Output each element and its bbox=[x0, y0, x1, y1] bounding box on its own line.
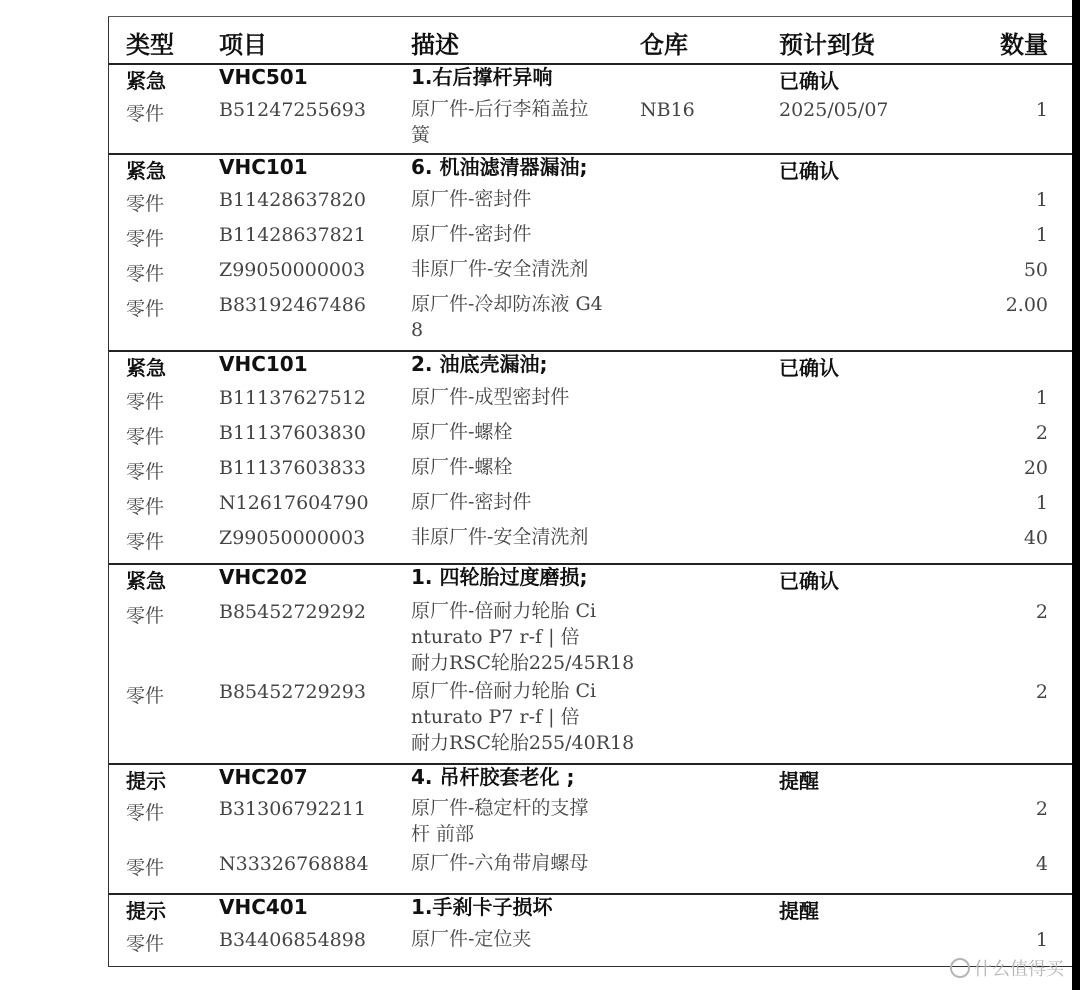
header-qty: 数量 bbox=[1000, 31, 1048, 59]
part-desc: 原厂件-螺栓 bbox=[411, 456, 513, 478]
part-desc: 原厂件-冷却防冻液 G4 8 bbox=[411, 293, 603, 341]
part-qty: 2 bbox=[1035, 422, 1048, 444]
group-type: 紧急 bbox=[126, 69, 166, 93]
group-row bbox=[109, 763, 1072, 798]
part-type: 零件 bbox=[126, 857, 165, 879]
part-number: B85452729293 bbox=[219, 681, 366, 703]
part-type: 零件 bbox=[126, 298, 165, 320]
part-row bbox=[109, 681, 1072, 763]
part-number: B11137603830 bbox=[219, 422, 366, 444]
group-row bbox=[109, 893, 1072, 929]
group-code: VHC207 bbox=[219, 765, 308, 789]
part-qty: 1 bbox=[1035, 929, 1048, 951]
part-type: 零件 bbox=[126, 193, 165, 215]
part-desc: 原厂件-后行李箱盖拉 簧 bbox=[411, 98, 589, 146]
group-row bbox=[109, 350, 1072, 387]
group-code: VHC101 bbox=[219, 155, 308, 179]
part-type: 零件 bbox=[126, 933, 165, 955]
part-desc: 非原厂件-安全清洗剂 bbox=[411, 258, 589, 280]
part-eta: 2025/05/07 bbox=[779, 99, 889, 121]
part-row bbox=[109, 929, 1072, 966]
part-type: 零件 bbox=[126, 685, 165, 707]
part-desc: 原厂件-密封件 bbox=[411, 491, 532, 513]
part-qty: 2 bbox=[1035, 798, 1048, 820]
group-type: 紧急 bbox=[126, 356, 166, 380]
group-status: 已确认 bbox=[779, 159, 839, 183]
group-row bbox=[109, 65, 1072, 99]
part-type: 零件 bbox=[126, 391, 165, 413]
part-qty: 1 bbox=[1035, 189, 1048, 211]
part-row bbox=[109, 527, 1072, 563]
part-warehouse: NB16 bbox=[640, 99, 695, 121]
part-qty: 2 bbox=[1035, 601, 1048, 623]
group-status: 提醒 bbox=[779, 899, 819, 923]
part-number: B83192467486 bbox=[219, 294, 366, 316]
part-row bbox=[109, 457, 1072, 492]
part-desc: 原厂件-密封件 bbox=[411, 188, 532, 210]
part-row bbox=[109, 189, 1072, 224]
part-qty: 1 bbox=[1035, 224, 1048, 246]
part-type: 零件 bbox=[126, 228, 165, 250]
header-item: 项目 bbox=[219, 31, 267, 59]
part-number: Z99050000003 bbox=[219, 259, 366, 281]
part-number: B11428637820 bbox=[219, 189, 366, 211]
part-qty: 40 bbox=[1023, 527, 1048, 549]
part-number: Z99050000003 bbox=[219, 527, 366, 549]
header-desc: 描述 bbox=[411, 31, 459, 59]
part-number: B11137603833 bbox=[219, 457, 366, 479]
group-status: 已确认 bbox=[779, 356, 839, 380]
group-code: VHC202 bbox=[219, 565, 308, 589]
group-desc: 1. 四轮胎过度磨损; bbox=[411, 565, 588, 589]
part-type: 零件 bbox=[126, 802, 165, 824]
group-desc: 1.右后撑杆异响 bbox=[411, 65, 553, 89]
part-row bbox=[109, 601, 1072, 681]
part-row bbox=[109, 259, 1072, 294]
part-desc: 原厂件-六角带肩螺母 bbox=[411, 852, 589, 874]
part-desc: 原厂件-螺栓 bbox=[411, 421, 513, 443]
part-qty: 1 bbox=[1035, 387, 1048, 409]
part-number: B11137627512 bbox=[219, 387, 366, 409]
part-qty: 20 bbox=[1023, 457, 1048, 479]
part-desc: 原厂件-稳定杆的支撑 杆 前部 bbox=[411, 797, 589, 845]
part-qty: 4 bbox=[1035, 853, 1048, 875]
group-type: 提示 bbox=[126, 899, 166, 923]
group-desc: 4. 吊杆胶套老化 ; bbox=[411, 765, 575, 789]
group-row bbox=[109, 153, 1072, 189]
part-desc: 原厂件-成型密封件 bbox=[411, 386, 570, 408]
part-row bbox=[109, 224, 1072, 259]
part-desc: 原厂件-定位夹 bbox=[411, 928, 532, 950]
part-number: B51247255693 bbox=[219, 99, 366, 121]
parts-table bbox=[108, 17, 1072, 967]
part-number: B85452729292 bbox=[219, 601, 366, 623]
part-row bbox=[109, 422, 1072, 457]
group-status: 已确认 bbox=[779, 569, 839, 593]
part-row bbox=[109, 798, 1072, 853]
part-type: 零件 bbox=[126, 496, 165, 518]
part-desc: 非原厂件-安全清洗剂 bbox=[411, 526, 589, 548]
part-number: N12617604790 bbox=[219, 492, 369, 514]
group-status: 已确认 bbox=[779, 69, 839, 93]
watermark bbox=[950, 955, 1064, 981]
group-type: 提示 bbox=[126, 769, 166, 793]
group-type: 紧急 bbox=[126, 159, 166, 183]
header-type: 类型 bbox=[126, 31, 174, 59]
group-type: 紧急 bbox=[126, 569, 166, 593]
watermark-text: 什么值得买 bbox=[974, 959, 1064, 980]
part-desc: 原厂件-倍耐力轮胎 Ci nturato P7 r-f | 倍 耐力RSC轮胎255/40R18 bbox=[411, 680, 635, 754]
part-row bbox=[109, 492, 1072, 527]
part-type: 零件 bbox=[126, 426, 165, 448]
part-qty: 1 bbox=[1035, 492, 1048, 514]
part-number: N33326768884 bbox=[219, 853, 369, 875]
part-row bbox=[109, 387, 1072, 422]
part-row bbox=[109, 853, 1072, 893]
group-desc: 2. 油底壳漏油; bbox=[411, 352, 548, 376]
group-code: VHC101 bbox=[219, 352, 308, 376]
part-number: B34406854898 bbox=[219, 929, 366, 951]
part-row bbox=[109, 99, 1072, 153]
part-type: 零件 bbox=[126, 103, 165, 125]
part-desc: 原厂件-密封件 bbox=[411, 223, 532, 245]
header-warehouse: 仓库 bbox=[640, 31, 688, 59]
group-desc: 1.手刹卡子损坏 bbox=[411, 895, 553, 919]
part-row bbox=[109, 294, 1072, 350]
smzdm-logo-icon bbox=[950, 958, 970, 978]
part-type: 零件 bbox=[126, 531, 165, 553]
part-type: 零件 bbox=[126, 263, 165, 285]
table-header bbox=[109, 17, 1072, 65]
part-number: B11428637821 bbox=[219, 224, 366, 246]
page-edge-bar bbox=[1072, 0, 1080, 990]
part-number: B31306792211 bbox=[219, 798, 366, 820]
table-body bbox=[109, 65, 1072, 966]
part-desc: 原厂件-倍耐力轮胎 Ci nturato P7 r-f | 倍 耐力RSC轮胎225/45R18 bbox=[411, 600, 635, 674]
group-status: 提醒 bbox=[779, 769, 819, 793]
group-code: VHC501 bbox=[219, 65, 308, 89]
header-eta: 预计到货 bbox=[779, 31, 875, 59]
part-qty: 1 bbox=[1035, 99, 1048, 121]
group-row bbox=[109, 563, 1072, 601]
part-type: 零件 bbox=[126, 605, 165, 627]
part-qty: 2 bbox=[1035, 681, 1048, 703]
part-qty: 50 bbox=[1023, 259, 1048, 281]
group-desc: 6. 机油滤清器漏油; bbox=[411, 155, 588, 179]
part-type: 零件 bbox=[126, 461, 165, 483]
group-code: VHC401 bbox=[219, 895, 308, 919]
part-qty: 2.00 bbox=[1005, 294, 1048, 316]
